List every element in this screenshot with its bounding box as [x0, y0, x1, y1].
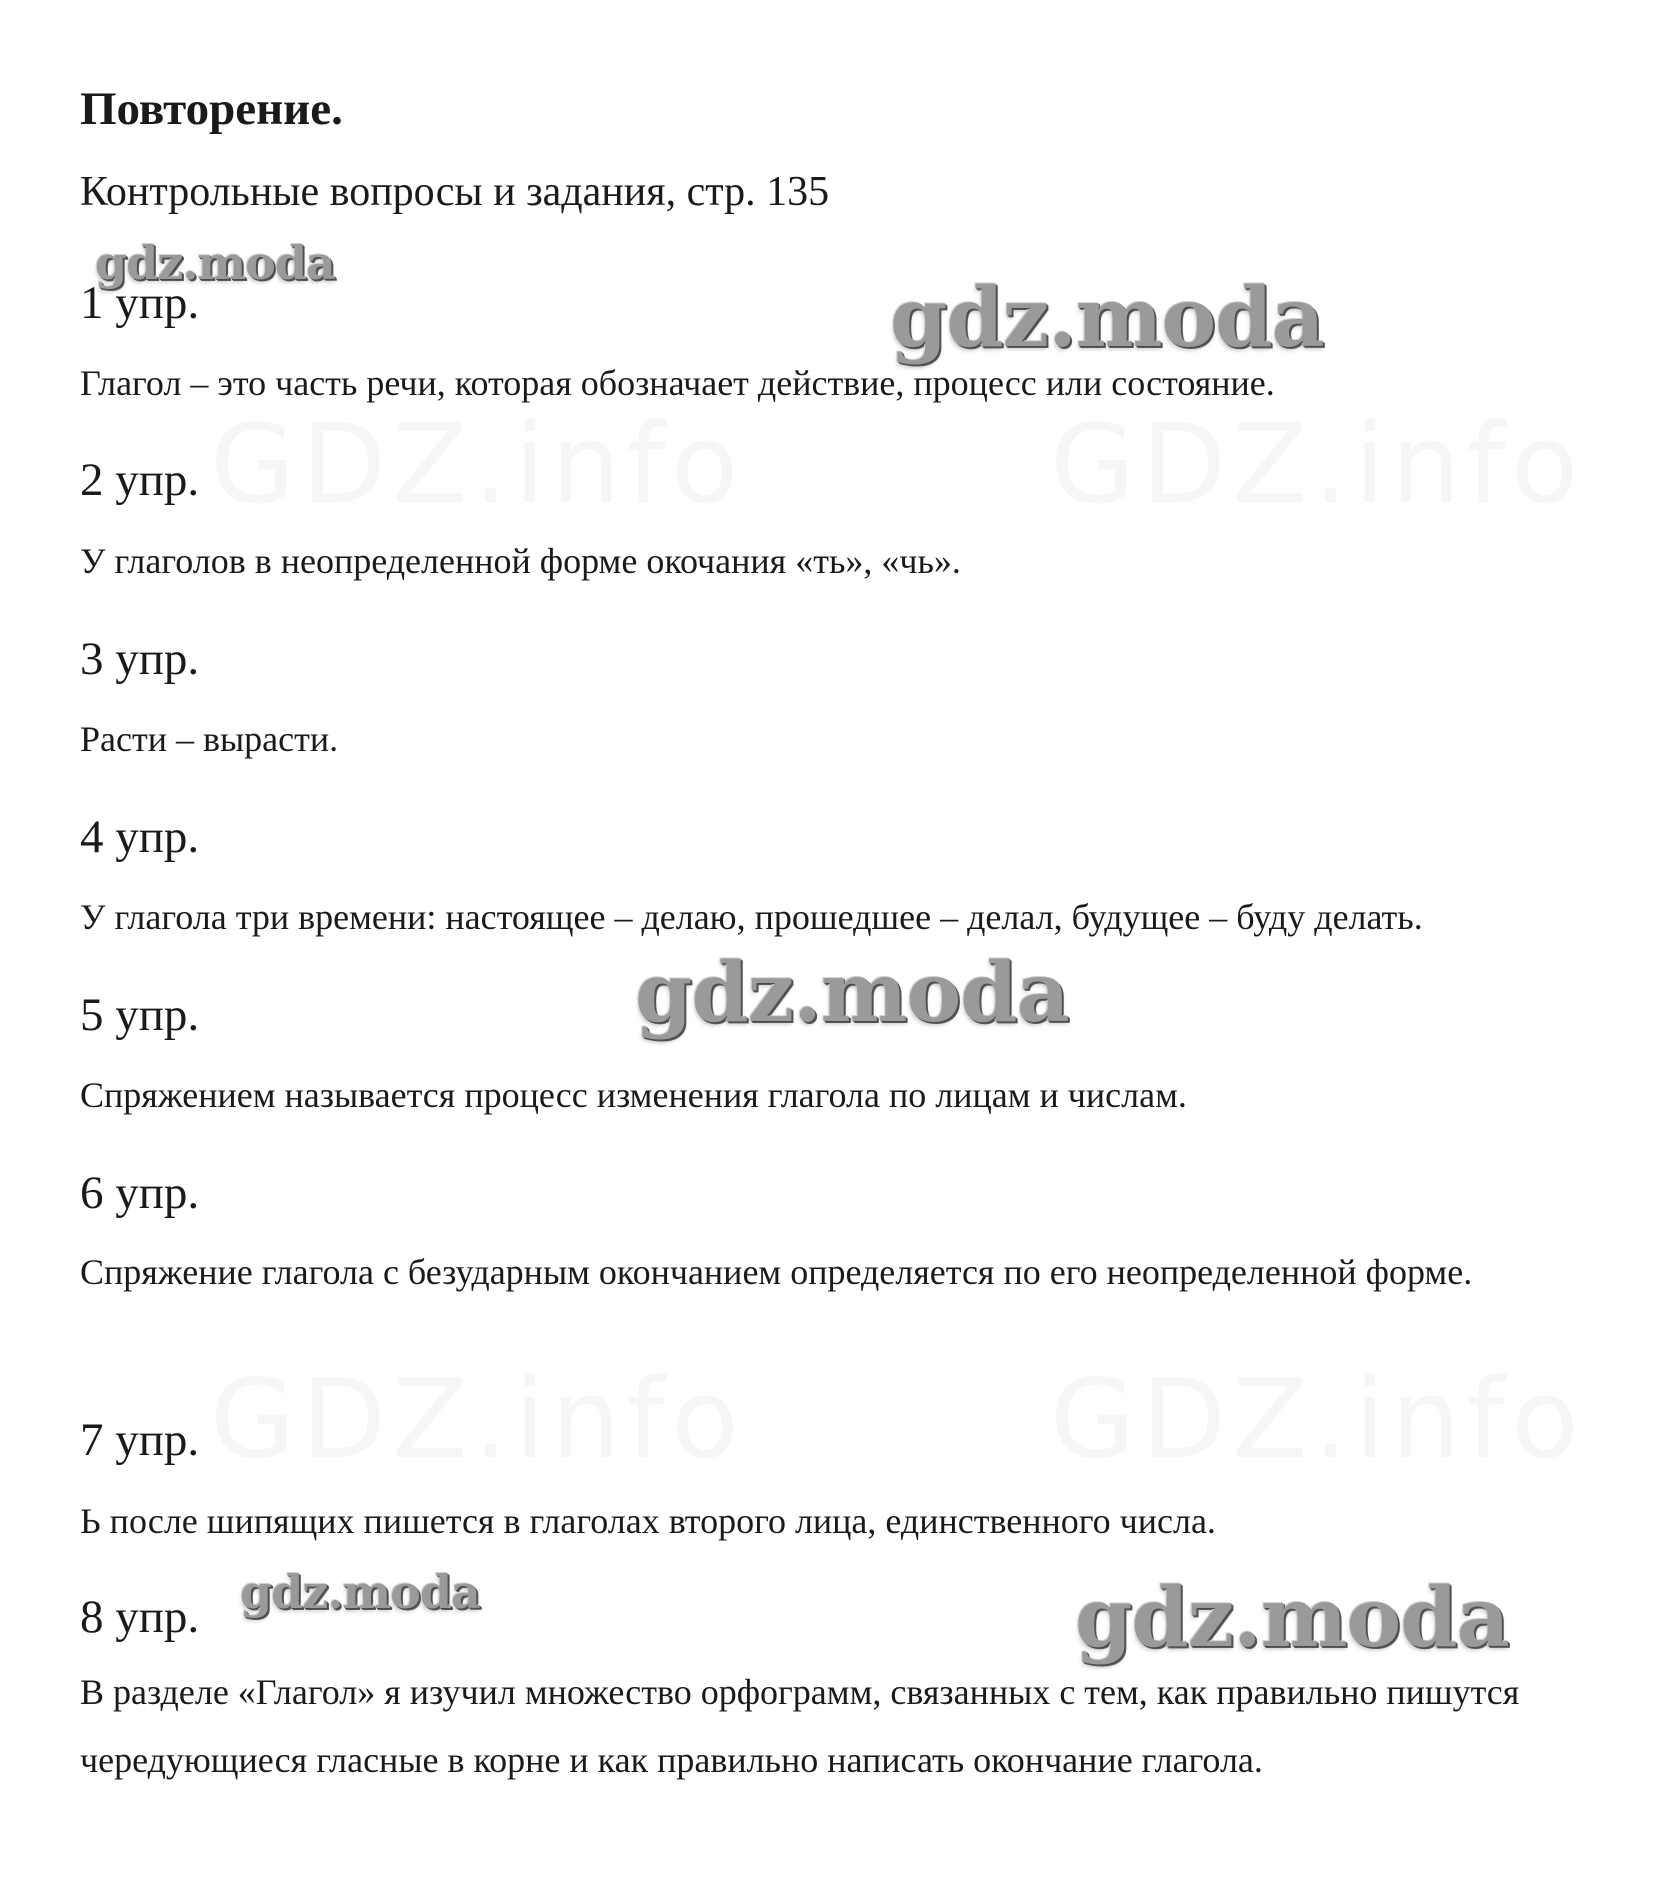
- exercise-heading: 3 упр.: [80, 633, 200, 685]
- exercise-answer: Глагол – это часть речи, которая обозначает действие, процесс или состояние.: [80, 363, 1275, 403]
- watermark-logo: gdz.moda: [635, 945, 1069, 1041]
- exercise-answer: Спряжение глагола с безударным окончанием определяется по его неопределенной форме.: [80, 1252, 1473, 1292]
- page-subtitle: Контрольные вопросы и задания, стр. 135: [80, 169, 830, 215]
- exercise-heading: 6 упр.: [80, 1167, 200, 1219]
- exercise-heading: 5 упр.: [80, 989, 200, 1041]
- exercise-heading: 2 упр.: [80, 454, 200, 506]
- faint-watermark: GDZ.info: [210, 400, 745, 528]
- exercise-heading: 1 упр.: [80, 277, 200, 329]
- exercise-answer: Расти – вырасти.: [80, 719, 339, 759]
- exercise-answer: В разделе «Глагол» я изучил множество орфограмм, связанных с тем, как правильно пишутся чередующиеся гласные в корне и как правильно написать окончание глагола.: [80, 1672, 1520, 1780]
- exercise-answer: Ь после шипящих пишется в глаголах второго лица, единственного числа.: [80, 1501, 1216, 1541]
- watermark-logo: gdz.moda: [890, 270, 1324, 366]
- exercise-heading: 4 упр.: [80, 811, 200, 863]
- watermark-logo: gdz.moda: [1075, 1570, 1509, 1666]
- watermark-logo: gdz.moda: [95, 236, 335, 290]
- faint-watermark: GDZ.info: [1050, 400, 1585, 528]
- exercise-answer: Спряжением называется процесс изменения глагола по лицам и числам.: [80, 1075, 1187, 1115]
- exercise-heading: 7 упр.: [80, 1414, 200, 1466]
- watermark-logo: gdz.moda: [240, 1565, 480, 1619]
- exercise-answer: У глагола три времени: настоящее – делаю, прошедшее – делал, будущее – буду делать.: [80, 897, 1423, 937]
- faint-watermark: GDZ.info: [210, 1355, 745, 1483]
- faint-watermark: GDZ.info: [1050, 1355, 1585, 1483]
- page-title: Повторение.: [80, 83, 343, 135]
- exercise-heading: 8 упр.: [80, 1591, 200, 1643]
- exercise-answer: У глаголов в неопределенной форме окочания «ть», «чь».: [80, 541, 961, 581]
